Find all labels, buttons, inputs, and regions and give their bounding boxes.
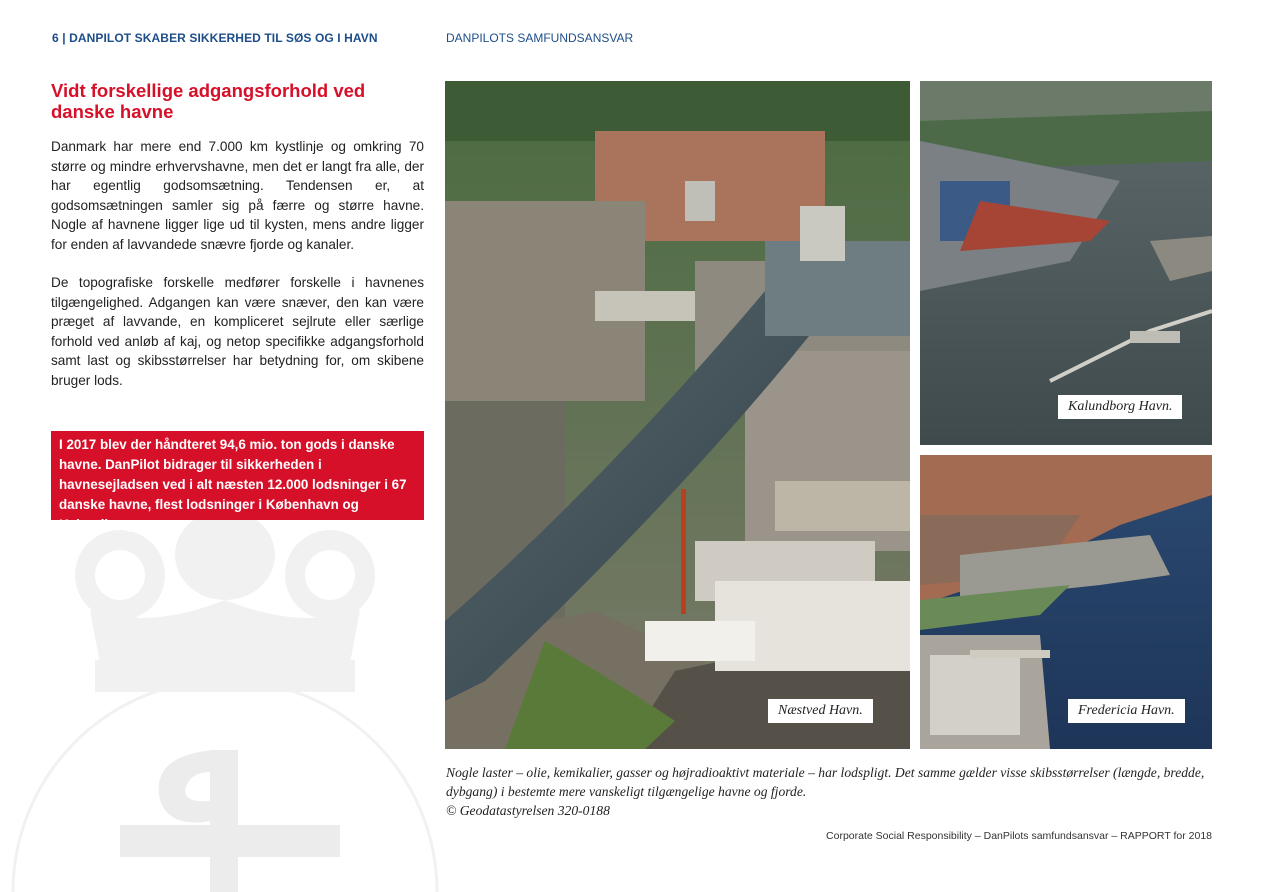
article-column	[51, 80, 424, 390]
naestved-harbour-photo	[445, 81, 910, 749]
page-header-chapter: DANPILOTS SAMFUNDSANSVAR	[446, 31, 634, 45]
page-header-section: 6 | DANPILOT SKABER SIKKERHED TIL SØS OG I HAVN	[52, 31, 378, 45]
fredericia-label: Fredericia Havn.	[1068, 699, 1185, 723]
fredericia-harbour-photo	[920, 455, 1212, 749]
crown-anchor-watermark-icon	[0, 500, 450, 892]
fact-callout-box: I 2017 blev der håndteret 94,6 mio. ton gods i danske havne. DanPilot bidrager til sikkerheden i havnesejladsen ved i alt næsten 12.000 lodsninger i 67 danske havne, flest lodsninger i København og Kalundborg.	[51, 431, 424, 520]
article-paragraph-1: Danmark har mere end 7.000 km kystlinje og omkring 70 større og mindre erhvervshavne, men det er langt fra alle, der har egentlig godsomsætning. Tendensen er, at godsomsætningen samler sig på færre og større havne. Nogle af havnene ligger lige ud til kysten, mens andre ligger for enden af lavvandede snævre fjorde og kanaler.	[51, 139, 424, 252]
photo-credit: © Geodatastyrelsen 320-0188	[446, 803, 610, 818]
article-paragraph-2: De topografiske forskelle medfører forskelle i havnenes tilgængelighed. Adgangen kan være snæver, den kan være præget af lavvande, en kompliceret sejlrute eller særlige forhold ved anløb af kaj, og netop specifikke adgangsforhold samt last og skibsstørrelser har betydning for, om skibene bruger lods.	[51, 275, 424, 388]
article-heading: Vidt forskellige adgangsforhold ved danske havne	[51, 80, 366, 122]
photo-caption-text: Nogle laster – olie, kemikalier, gasser og højradioaktivt materiale – har lodspligt. Det samme gælder visse skibsstørrelser (længde, bredde, dybgang) i bestemte mere vanskeligt tilgængelige havne og fjorde.	[446, 765, 1205, 799]
photo-caption	[446, 763, 1216, 820]
naestved-label: Næstved Havn.	[768, 699, 873, 723]
kalundborg-harbour-photo	[920, 81, 1212, 445]
kalundborg-label: Kalundborg Havn.	[1058, 395, 1182, 419]
page-footer: Corporate Social Responsibility – DanPilots samfundsansvar – RAPPORT for 2018	[826, 830, 1212, 842]
